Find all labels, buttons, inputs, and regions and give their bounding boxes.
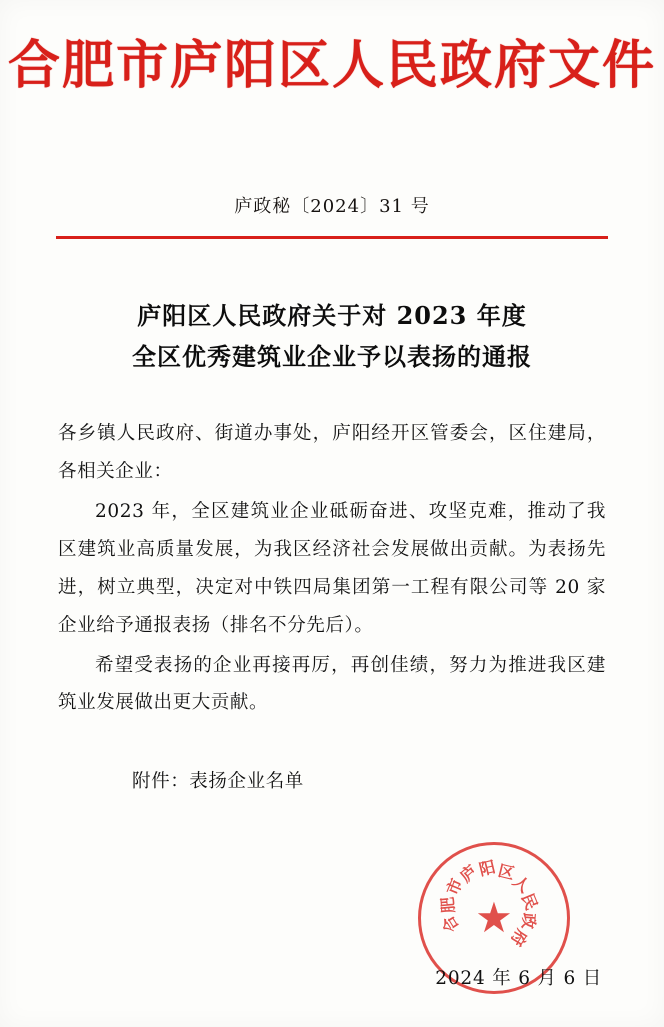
document-number: 庐政秘〔2024〕31 号 [234,196,430,217]
seal-arc-char: 合 [438,912,463,936]
page-title [60,296,604,378]
red-divider-rule [56,236,608,239]
page-title-line-1: 庐阳区人民政府关于对 2023 年度 [137,301,527,330]
seal-arc-char: 区 [496,860,517,884]
document-date: 2024 年 6 月 6 日 [435,968,602,989]
seal-arc-char: 阳 [477,857,498,880]
body-paragraph-2: 希望受表扬的企业再接再厉，再创佳绩，努力为推进我区建筑业发展做出更大贡献。 [58,654,606,714]
body-paragraph-1: 2023 年，全区建筑业企业砥砺奋进、攻坚克难，推动了我区建筑业高质量发展，为我区经济社会发展做出贡献。为表扬先进，树立典型，决定对中铁四局集团第一工程有限公司等 20 家企业给予通报表扬（排名不分先后）。 [58,500,606,636]
seal-arc-char: 肥 [437,896,459,914]
seal-arc-char: 政 [518,912,539,930]
page-title-line-2: 全区优秀建筑业企业予以表扬的通报 [132,341,532,371]
body-paragraph-salutation: 各乡镇人民政府、街道办事处，庐阳经开区管委会，区住建局，各相关企业： [58,423,606,482]
document-body [58,415,606,724]
seal-arc-char: 庐 [456,861,481,886]
document-masthead: 合肥市庐阳区人民政府文件 [7,35,656,96]
seal-star-icon: ★ [475,893,513,942]
seal-arc-char: 人 [509,871,534,897]
attachment-line: 附件：表扬企业名单 [132,771,304,792]
seal-arc-char: 府 [506,925,532,950]
seal-arc-char: 民 [517,890,542,913]
seal-arc-char: 市 [442,875,467,898]
